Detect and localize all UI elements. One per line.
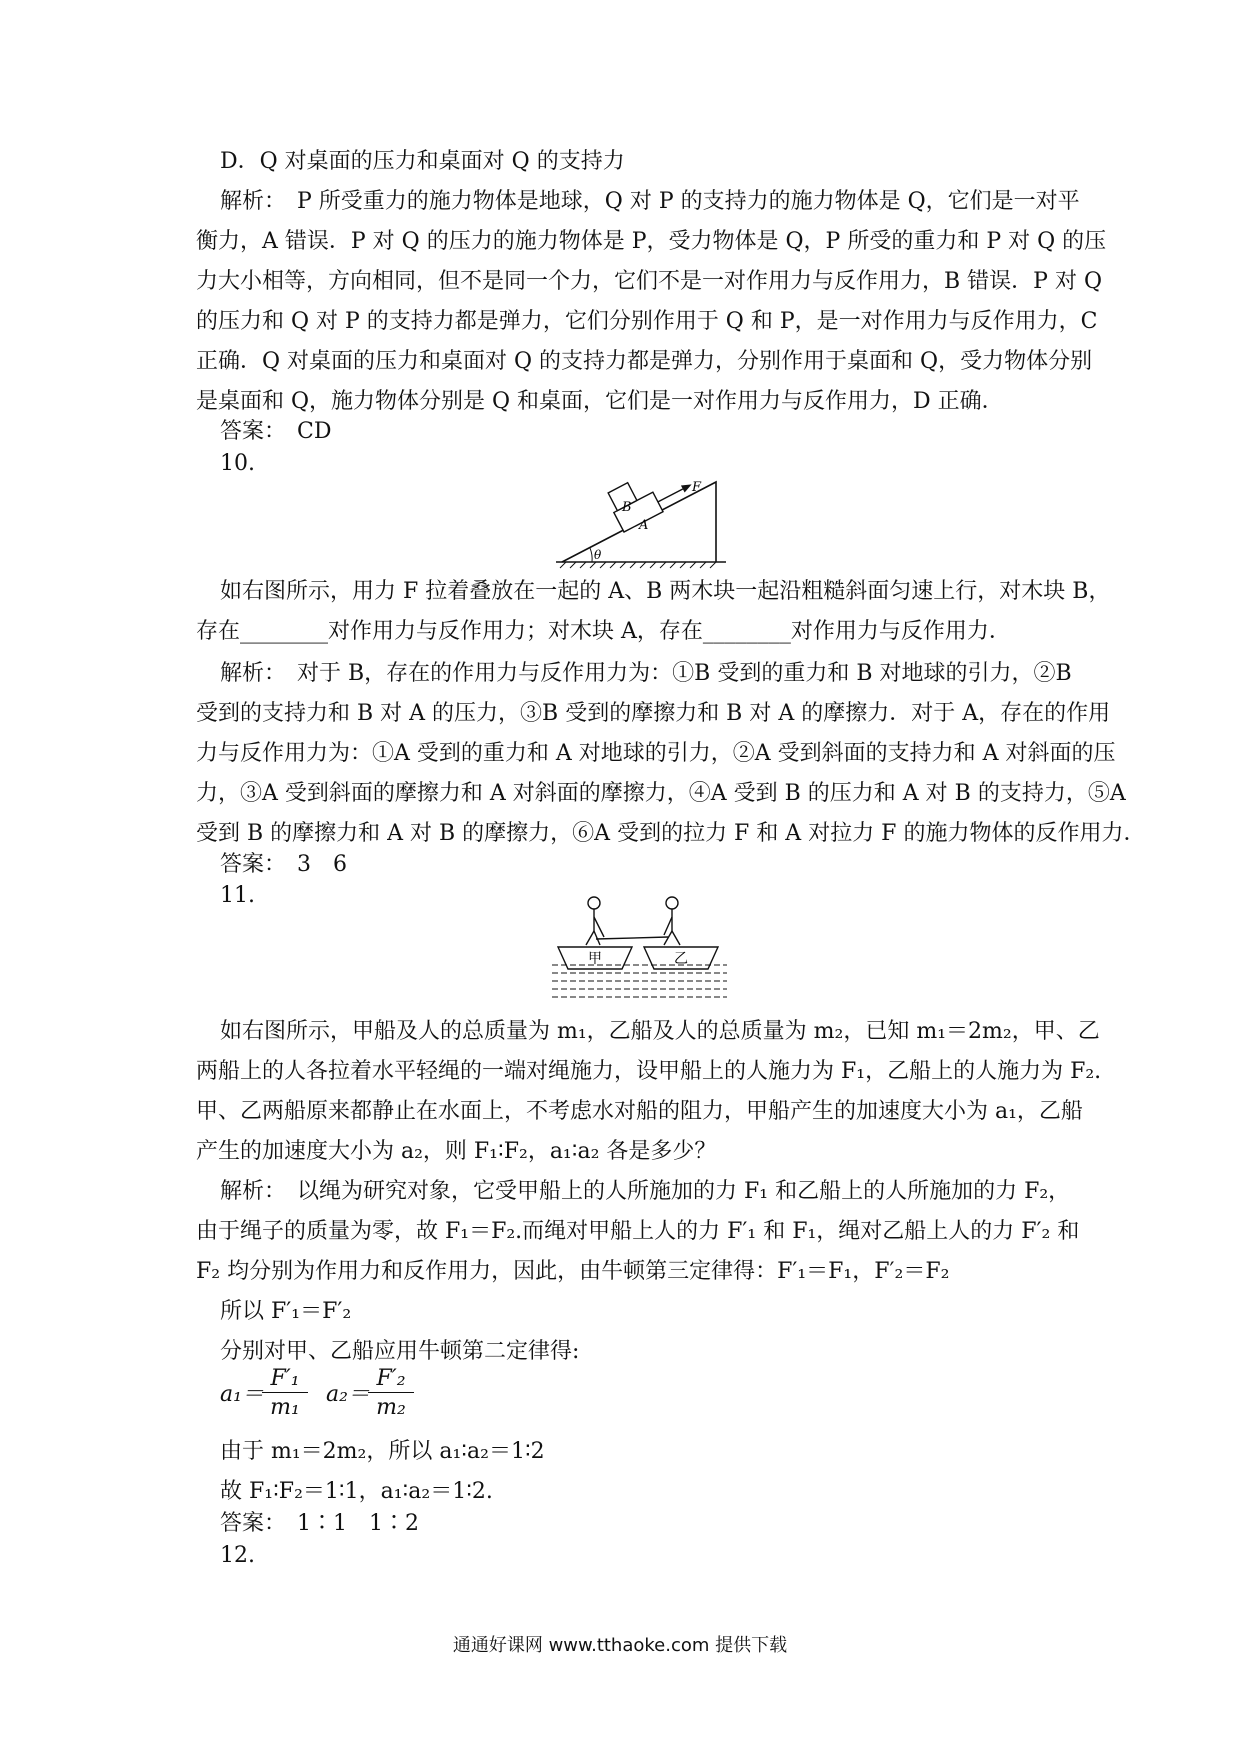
force-label: F <box>692 480 702 495</box>
force-arrow <box>658 489 683 502</box>
q11-so-line: 所以 F′₁＝F′₂ <box>220 1299 352 1324</box>
a1-lhs: a₁＝ <box>220 1382 264 1407</box>
block-a-label: A <box>639 518 649 533</box>
q11-therefore-line: 故 F₁∶F₂＝1∶1，a₁∶a₂＝1∶2. <box>220 1479 493 1504</box>
q10-analysis-line-2: 受到的支持力和 B 对 A 的压力，③B 受到的摩擦力和 B 对 A 的摩擦力．对于 A，存在的作用 <box>196 701 1111 726</box>
q10-analysis-line-1: 解析： 对于 B，存在的作用力与反作用力为：①B 受到的重力和 B 对地球的引力，②B <box>220 661 1072 686</box>
angle-arc <box>590 548 592 562</box>
a2-numerator: F′₂ <box>368 1366 414 1393</box>
q9-analysis-line-3: 力大小相等，方向相同，但不是同一个力，它们不是一对作用力与反作用力，B 错误．P 对 Q <box>196 269 1102 294</box>
q9-analysis-line-4: 的压力和 Q 对 P 的支持力都是弹力，它们分别作用于 Q 和 P，是一对作用力与反作用力，C <box>196 309 1098 334</box>
q10-question-line-1: 如右图所示，用力 F 拉着叠放在一起的 A、B 两木块一起沿粗糙斜面匀速上行，对木块 B， <box>220 579 1111 604</box>
q11-analysis-line-1: 解析： 以绳为研究对象，它受甲船上的人所施加的力 F₁ 和乙船上的人所施加的力 F₂， <box>220 1179 1071 1204</box>
q11-question-line-2: 两船上的人各拉着水平轻绳的一端对绳施力，设甲船上的人施力为 F₁，乙船上的人施力为 F₂. <box>196 1059 1102 1084</box>
q11-since-line: 由于 m₁＝2m₂，所以 a₁∶a₂＝1∶2 <box>220 1439 545 1464</box>
q10-answer: 答案： 3 6 <box>220 852 347 877</box>
boat-2-label: 乙 <box>674 951 688 967</box>
q10-analysis-line-3: 力与反作用力为：①A 受到的重力和 A 对地球的引力，②A 受到斜面的支持力和 A 对斜面的压 <box>196 741 1116 766</box>
q10-analysis-line-4: 力，③A 受到斜面的摩擦力和 A 对斜面的摩擦力，④A 受到 B 的压力和 A 对 B 的支持力，⑤A <box>196 781 1126 806</box>
rope <box>596 937 668 939</box>
q9-analysis-line-2: 衡力，A 错误．P 对 Q 的压力的施力物体是 P，受力物体是 Q，P 所受的重力和 P 对 Q 的压 <box>196 229 1107 254</box>
q9-analysis-line-6: 是桌面和 Q，施力物体分别是 Q 和桌面，它们是一对作用力与反作用力，D 正确． <box>196 389 1004 414</box>
q12-number: 12. <box>220 1543 255 1568</box>
page-footer: 通通好课网 www.tthaoke.com 提供下载 <box>452 1635 788 1656</box>
ground-hatching <box>560 562 716 568</box>
person-2-head <box>666 897 678 909</box>
person-1-head <box>588 897 600 909</box>
a1-numerator: F′₁ <box>262 1366 308 1393</box>
water <box>552 965 727 997</box>
q11-question-line-3: 甲、乙两船原来都静止在水面上，不考虑水对船的阻力，甲船产生的加速度大小为 a₁，乙船 <box>196 1099 1083 1124</box>
q9-option-d: D．Q 对桌面的压力和桌面对 Q 的支持力 <box>220 149 625 174</box>
boat-1-label: 甲 <box>588 951 602 967</box>
q11-answer: 答案： 1∶1 1∶2 <box>220 1511 419 1536</box>
q10-analysis-line-5: 受到 B 的摩擦力和 A 对 B 的摩擦力，⑥A 受到的拉力 F 和 A 对拉力 F 的施力物体的反作用力． <box>196 821 1146 846</box>
block-b-label: B <box>622 500 632 515</box>
q9-analysis-line-5: 正确．Q 对桌面的压力和桌面对 Q 的支持力都是弹力，分别作用于桌面和 Q，受力物体分别 <box>196 349 1093 374</box>
boats-figure <box>552 895 727 1010</box>
q11-question-line-1: 如右图所示，甲船及人的总质量为 m₁，乙船及人的总质量为 m₂，已知 m₁＝2m₂，甲、乙 <box>220 1019 1100 1044</box>
q10-question-line-2: 存在________对作用力与反作用力；对木块 A，存在________对作用力与反作用力． <box>196 619 1011 644</box>
q9-analysis-line-1: 解析： P 所受重力的施力物体是地球，Q 对 P 的支持力的施力物体是 Q，它们是一对平 <box>220 189 1080 214</box>
q11-analysis-line-3: F₂ 均分别为作用力和反作用力，因此，由牛顿第三定律得：F′₁＝F₁，F′₂＝F₂ <box>196 1259 950 1284</box>
a2-lhs: a₂＝ <box>326 1382 370 1407</box>
q11-number: 11. <box>220 883 255 908</box>
angle-label: θ <box>594 548 602 562</box>
a1-denominator: m₁ <box>270 1395 300 1420</box>
a2-denominator: m₂ <box>376 1395 406 1420</box>
q11-question-line-4: 产生的加速度大小为 a₂，则 F₁∶F₂，a₁∶a₂ 各是多少？ <box>196 1139 717 1164</box>
q10-number: 10. <box>220 451 255 476</box>
q11-analysis-line-2: 由于绳子的质量为零，故 F₁＝F₂.而绳对甲船上人的力 F′₁ 和 F₁，绳对乙船上人的力 F′₂ 和 <box>196 1219 1080 1244</box>
incline-figure <box>556 464 726 572</box>
q9-answer: 答案： CD <box>220 419 332 444</box>
q11-second-law-line: 分别对甲、乙船应用牛顿第二定律得: <box>220 1339 580 1364</box>
